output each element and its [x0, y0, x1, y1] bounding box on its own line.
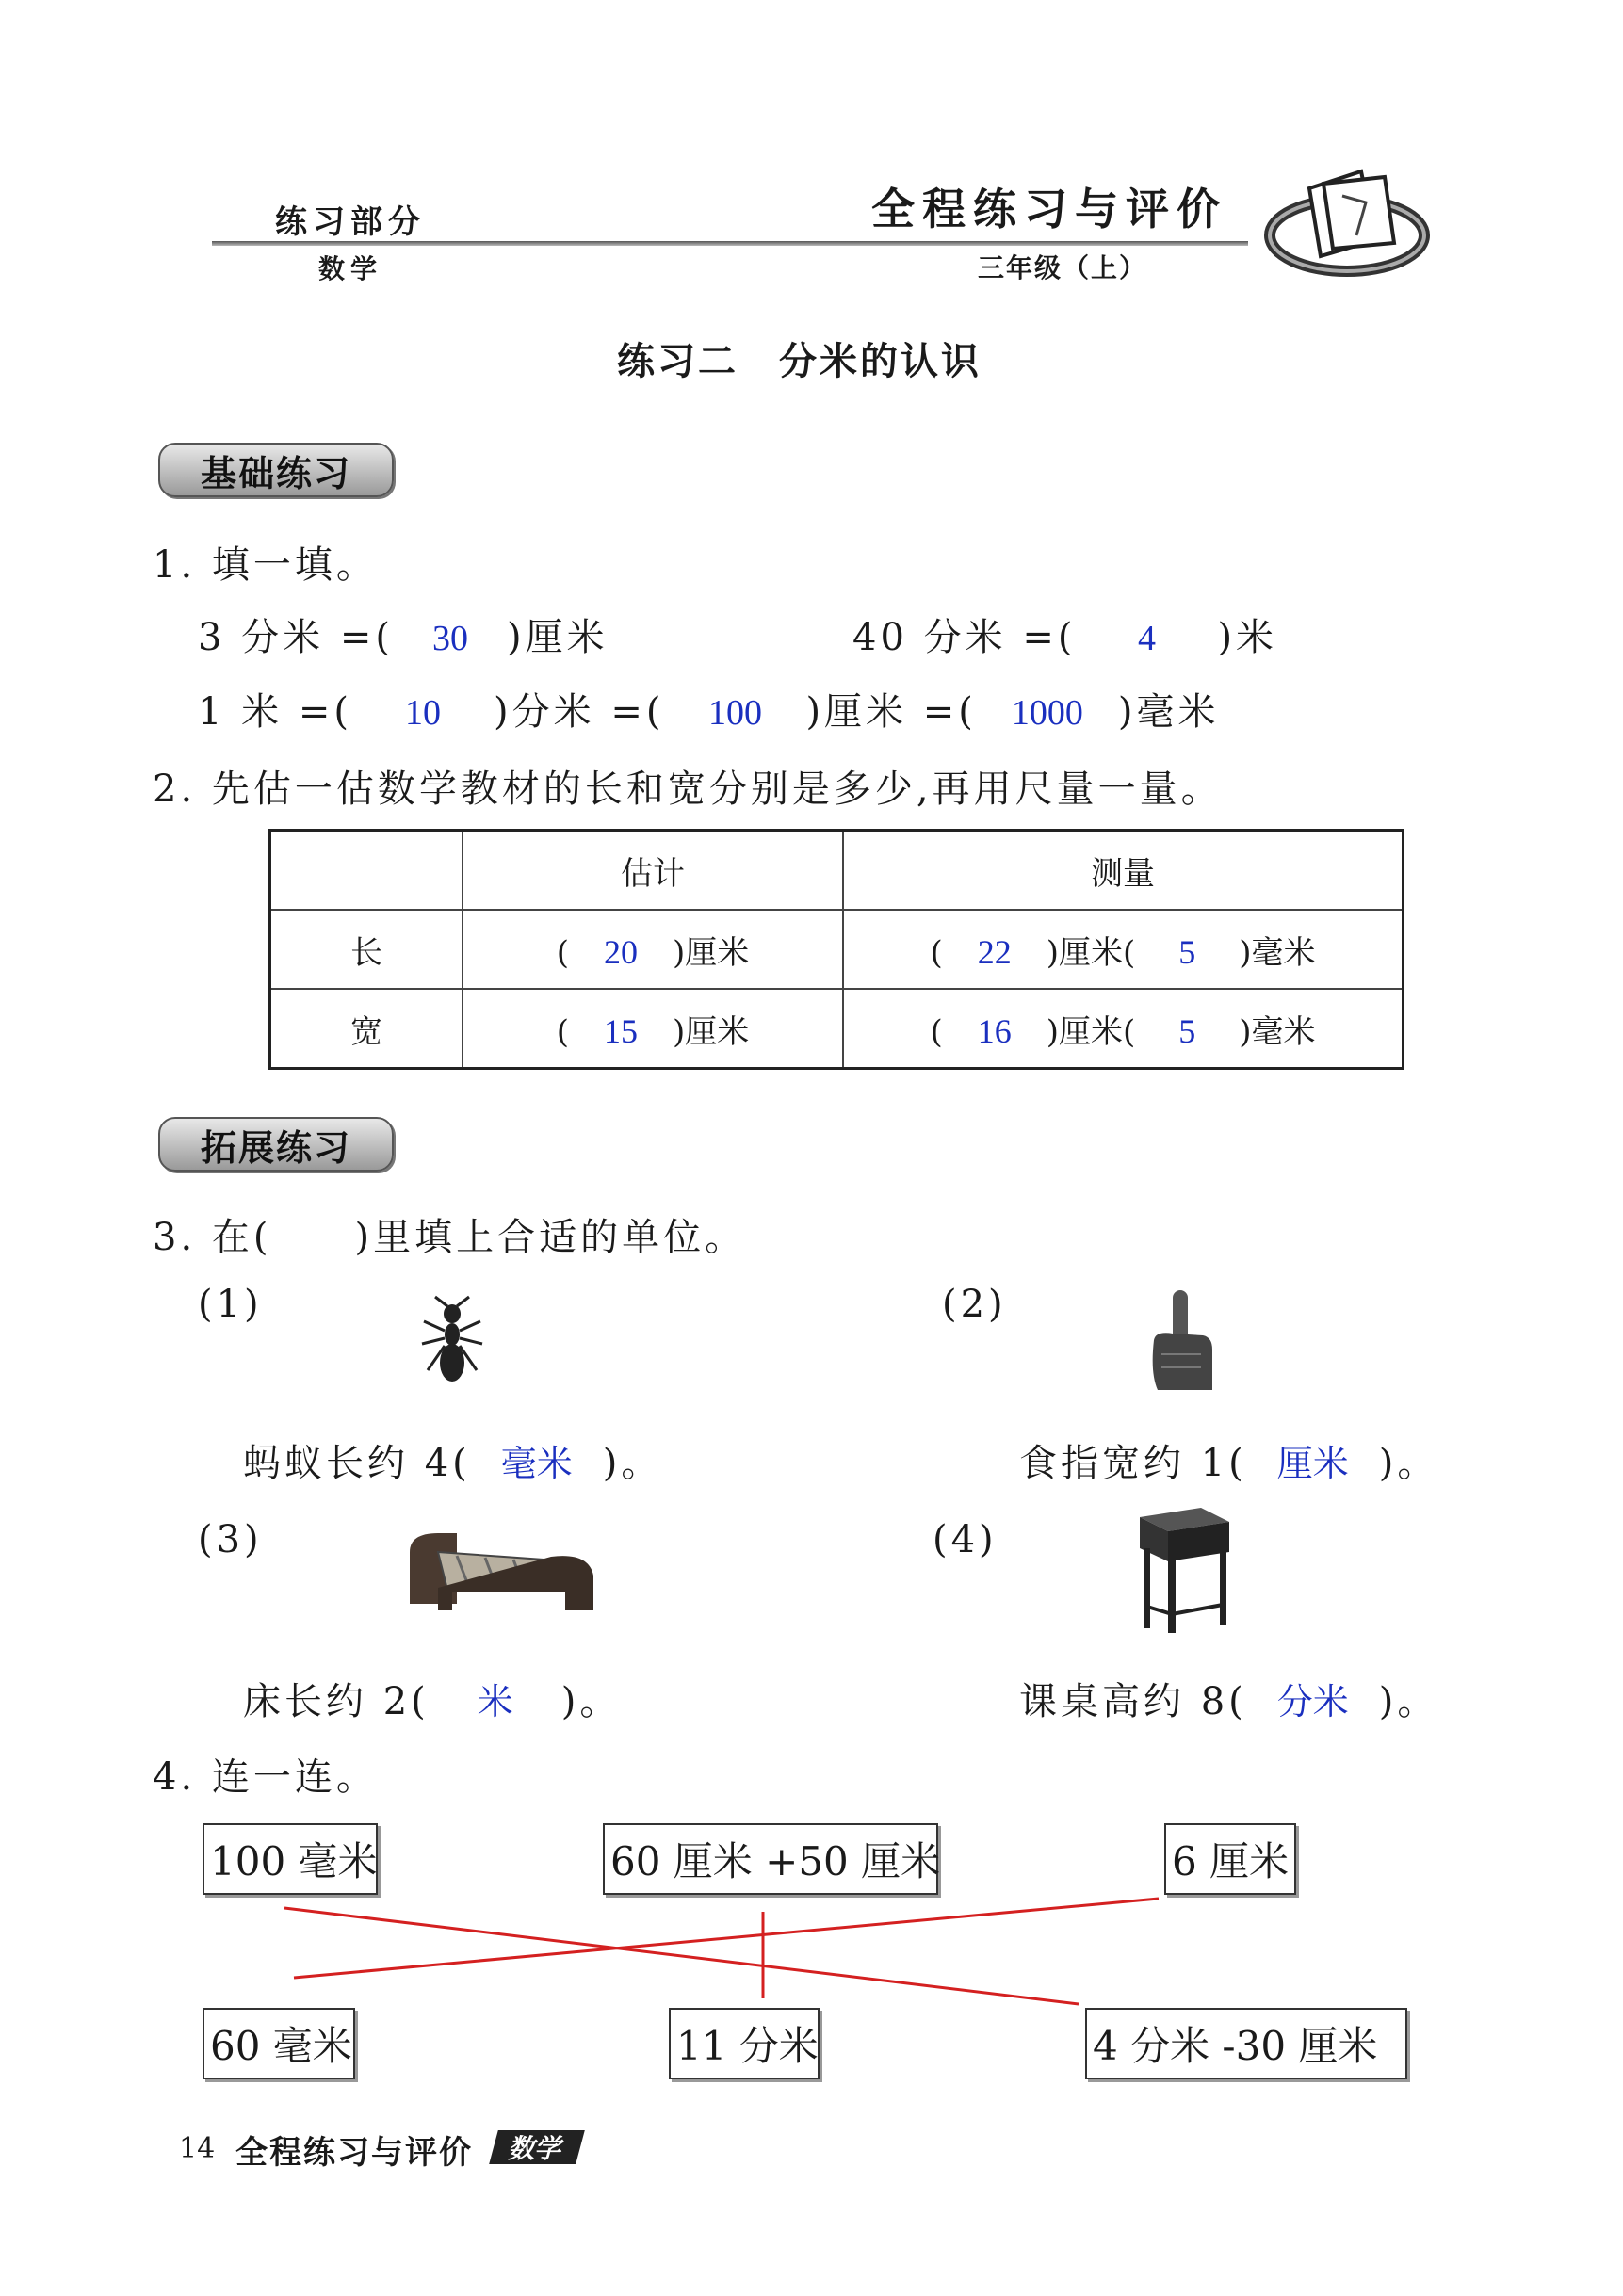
paren-open: ( — [930, 1012, 943, 1051]
question-1b — [852, 607, 1277, 661]
q3-item-4-suffix: )。 — [1378, 1680, 1439, 1723]
footer-subject-tag: 数学 — [489, 2130, 585, 2164]
book-logo-icon — [1253, 151, 1432, 283]
estimate-width-answer: 15 — [604, 1011, 638, 1050]
q1b-answer: 4 — [1137, 619, 1156, 658]
row-label-width: 宽 — [270, 989, 463, 1069]
match-top-1[interactable]: 100 毫米 — [203, 1823, 378, 1895]
ant-icon — [405, 1295, 499, 1389]
match-line-1 — [284, 1908, 1079, 2004]
unit-cm-open: )厘米( — [1046, 1012, 1136, 1051]
desk-icon — [1130, 1503, 1234, 1635]
measurement-table — [268, 829, 1404, 1070]
paren-open: ( — [556, 1012, 569, 1051]
q3-item-2-answer: 厘米 — [1276, 1445, 1349, 1484]
header-left-title: 练习部分 — [275, 203, 426, 241]
q1a-prefix: 3 分米 =( — [198, 616, 394, 659]
unit-cm: )厘米 — [673, 1012, 750, 1051]
q3-item-3-answer: 米 — [477, 1683, 513, 1722]
footer-title: 全程练习与评价 — [235, 2134, 473, 2172]
estimate-length-answer: 20 — [604, 932, 638, 971]
q1a-answer: 30 — [432, 619, 468, 658]
q3-item-1-prefix: 蚂蚁长约 4( — [243, 1442, 471, 1485]
question-2-title: 2. 先估一估数学教材的长和宽分别是多少,再用尺量一量。 — [153, 768, 1223, 811]
section-badge-extend: 拓展练习 — [158, 1117, 394, 1172]
q3-item-4-number: (4) — [933, 1518, 998, 1561]
question-4-title: 4. 连一连。 — [153, 1755, 378, 1799]
q3-item-4-prefix: 课桌高约 8( — [1019, 1680, 1247, 1723]
measure-length-mm-answer: 5 — [1178, 932, 1196, 971]
unit-cm-open: )厘米( — [1046, 933, 1136, 972]
unit-cm: )厘米 — [673, 933, 750, 972]
estimate-cell-length — [463, 910, 843, 989]
q1b-suffix: )米 — [1217, 616, 1278, 659]
q1c-part1: 1 米 =( — [198, 690, 352, 734]
q1b-prefix: 40 分米 =( — [852, 616, 1077, 659]
q1c-answer-2: 100 — [707, 693, 762, 733]
q1c-answer-1: 10 — [405, 693, 441, 733]
q1c-part3: )厘米 =( — [805, 690, 977, 734]
match-bottom-3[interactable]: 4 分米 -30 厘米 — [1085, 2008, 1407, 2079]
q3-item-1-number: (1) — [198, 1283, 263, 1326]
table-header-estimate: 估计 — [463, 831, 843, 911]
estimate-cell-width — [463, 989, 843, 1069]
q1a-suffix: )厘米 — [507, 616, 609, 659]
q3-item-3-suffix: )。 — [560, 1680, 622, 1723]
q3-item-3-text — [243, 1672, 621, 1725]
q3-item-1-text — [243, 1433, 662, 1487]
finger-icon — [1144, 1288, 1220, 1397]
q3-item-1-answer: 毫米 — [500, 1445, 573, 1484]
header-divider — [212, 241, 1248, 246]
match-bottom-2[interactable]: 11 分米 — [669, 2008, 820, 2079]
table-row — [270, 989, 1404, 1069]
table-header-empty — [270, 831, 463, 911]
question-3-title: 3. 在( )里填上合适的单位。 — [153, 1216, 747, 1259]
q1c-answer-3: 1000 — [1011, 693, 1083, 733]
header-grade: 三年级（上） — [978, 252, 1148, 283]
question-1-title: 1. 填一填。 — [153, 543, 378, 587]
match-top-2[interactable]: 60 厘米 +50 厘米 — [603, 1823, 938, 1895]
q3-item-3-number: (3) — [198, 1518, 263, 1561]
row-label-length: 长 — [270, 910, 463, 989]
match-bottom-1[interactable]: 60 毫米 — [203, 2008, 355, 2079]
section-badge-basic: 基础练习 — [158, 443, 394, 497]
table-header-measure: 测量 — [843, 831, 1404, 911]
q3-item-2-suffix: )。 — [1378, 1442, 1439, 1485]
q3-item-2-prefix: 食指宽约 1( — [1019, 1442, 1247, 1485]
header-book-title: 全程练习与评价 — [871, 184, 1227, 234]
page-number: 14 — [179, 2132, 216, 2165]
match-line-2 — [294, 1899, 1159, 1978]
measure-width-mm-answer: 5 — [1178, 1011, 1196, 1050]
measure-width-cm-answer: 16 — [977, 1011, 1012, 1050]
unit-mm: )毫米 — [1239, 1012, 1316, 1051]
bed-icon — [400, 1524, 603, 1618]
q3-item-2-text — [1019, 1433, 1438, 1487]
measure-cell-width — [843, 989, 1404, 1069]
measure-length-cm-answer: 22 — [977, 932, 1012, 971]
q3-item-1-suffix: )。 — [602, 1442, 663, 1485]
question-1a — [198, 607, 609, 661]
table-header-row — [270, 831, 1404, 911]
question-1c — [198, 682, 1220, 736]
measure-cell-length — [843, 910, 1404, 989]
lesson-title: 练习二 分米的认识 — [617, 340, 982, 383]
match-top-3[interactable]: 6 厘米 — [1164, 1823, 1296, 1895]
header-subject: 数学 — [318, 253, 383, 284]
q1c-part2: )分米 =( — [494, 690, 665, 734]
unit-mm: )毫米 — [1239, 933, 1316, 972]
q3-item-2-number: (2) — [942, 1283, 1007, 1326]
table-row — [270, 910, 1404, 989]
q3-item-4-text — [1019, 1672, 1438, 1725]
q3-item-4-answer: 分米 — [1276, 1683, 1349, 1722]
paren-open: ( — [556, 933, 569, 972]
q1c-part4: )毫米 — [1117, 690, 1220, 734]
paren-open: ( — [930, 933, 943, 972]
q3-item-3-prefix: 床长约 2( — [243, 1680, 430, 1723]
